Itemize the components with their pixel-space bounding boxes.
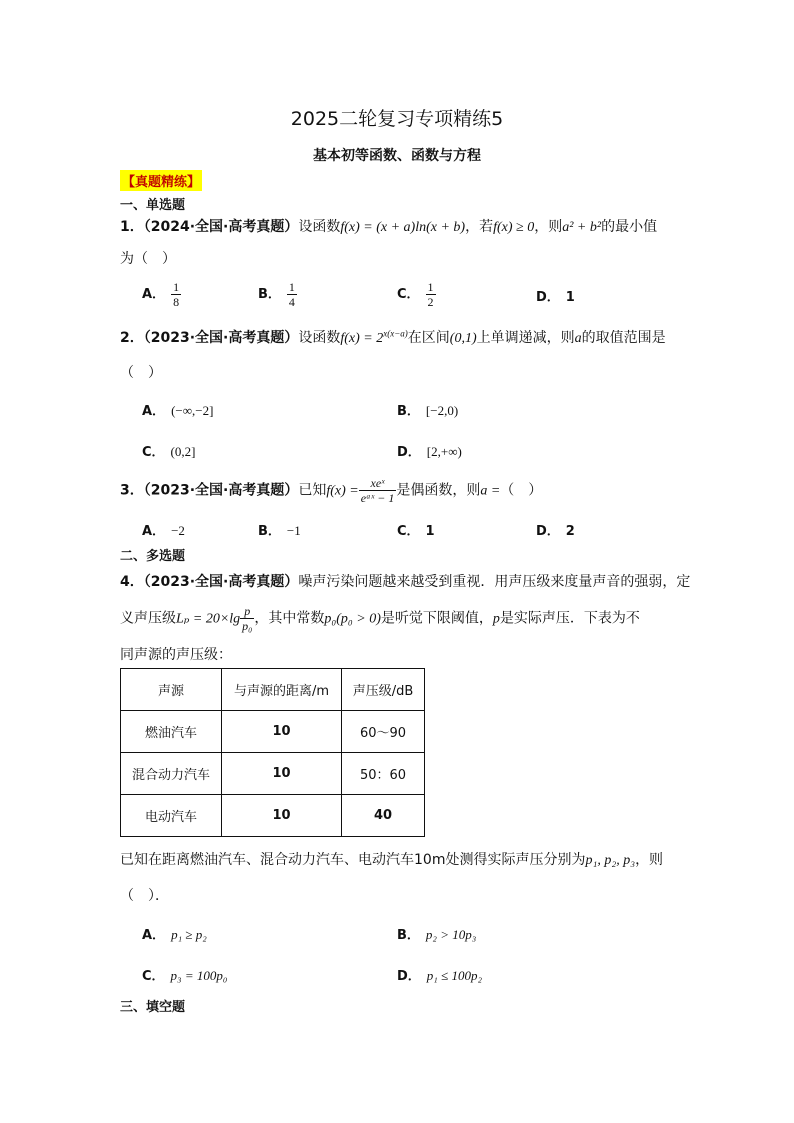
question-source: （2024·全国·高考真题） [143,219,299,235]
fraction-denominator: 8 [173,295,180,309]
option-label: B． [258,524,281,539]
question-2-line-2: （ ） [120,365,162,381]
function-lhs: f(x) = [326,483,359,499]
table-row [121,711,425,753]
option-value: 2 [565,524,575,539]
question-4-after-line-2: （ ）． [120,888,169,904]
q4-option-d[interactable] [397,965,482,984]
fraction-denominator: p₀ [242,619,253,633]
section-fill-in: 三、填空题 [120,1000,186,1015]
question-text: ，若 [465,219,494,235]
q2-option-b[interactable] [397,400,458,419]
function-expression: f(x) = 2 [340,331,384,346]
question-text: 的最小值 [601,219,658,235]
q4-option-c[interactable] [142,965,227,984]
table-cell: 10 [222,711,342,753]
table-cell: 电动汽车 [121,795,222,837]
section-tag: 【真题精练】 [120,170,202,191]
q4-option-b[interactable] [397,924,476,943]
option-value: 1 [565,290,575,305]
option-label: D． [397,445,421,460]
fraction-denominator: 2 [427,295,434,309]
option-value: p₁ ≥ p₂ [171,927,207,942]
table-cell: 燃油汽车 [121,711,222,753]
question-text: 噪声污染问题越来越受到重视．用声压级来度量声音的强弱，定 [298,574,691,590]
section-multi-choice: 二、多选题 [120,549,186,564]
question-text: 的取值范围是 [581,330,666,346]
option-value: [−2,0) [425,403,459,418]
q1-option-b[interactable] [258,280,297,309]
question-text: ，其中常数 [254,610,325,627]
question-source: （2023·全国·高考真题） [143,574,299,590]
option-value: p₂ > 10p₃ [425,927,477,942]
question-4-line-3: 同声源的声压级： [120,647,232,663]
option-label: B． [397,928,420,943]
question-text: 设函数 [298,219,341,235]
question-source: （2023·全国·高考真题） [143,330,299,346]
option-value: [2,+∞) [426,444,462,459]
fraction-numerator: xeˣ [359,476,397,491]
q2-option-a[interactable] [142,400,213,419]
question-4-after-line-1 [120,849,663,869]
question-text: 是偶函数，则 [396,482,481,499]
question-text: 在区间 [407,330,450,346]
fraction-denominator: eᵃˣ − 1 [360,491,395,505]
function-exponent: x(x−a) [383,328,408,339]
constant-condition: (p₀ > 0) [336,611,381,627]
question-1-line-2: 为（ ） [120,251,176,267]
table-header: 与声源的距离/m [222,669,342,711]
formula-lhs: Lₚ = 20×lg [176,611,241,627]
q3-option-a[interactable] [142,520,185,539]
question-1-line-1 [120,216,657,236]
option-value: p₃ = 100p₀ [170,968,228,983]
option-label: D． [397,969,421,984]
option-label: A． [142,287,166,302]
option-fraction [287,280,297,309]
table-header: 声压级/dB [342,669,425,711]
constant-p0: p₀ [324,611,337,627]
variable: a [574,331,582,346]
option-fraction [426,280,436,309]
q1-option-c[interactable] [397,280,436,309]
option-label: D． [536,290,560,305]
option-value: p₁ ≤ 100p₂ [426,968,482,983]
option-fraction [171,280,181,309]
option-value: (−∞,−2] [171,403,214,418]
option-value: −1 [286,523,301,538]
function-fraction [359,476,397,505]
fraction-numerator: 1 [427,280,434,294]
table-cell: 40 [342,795,425,837]
question-source: （2023·全国·高考真题） [143,482,299,499]
formula-fraction [240,604,254,633]
q1-option-d[interactable] [536,286,575,305]
question-number: 1． [120,219,144,235]
variable: a = [480,483,501,499]
option-label: D． [536,524,560,539]
option-label: B． [397,404,420,419]
table-header: 声源 [121,669,222,711]
question-text: 设函数 [298,330,341,346]
question-text: 义声压级 [120,610,176,627]
question-4-line-2 [120,604,640,633]
table-row [121,795,425,837]
question-text: 已知 [298,482,327,499]
page-title: 2025二轮复习专项精练5 [290,108,504,130]
section-single-choice: 一、单选题 [120,198,186,213]
condition-expression: f(x) ≥ 0 [493,220,535,235]
question-text: 是听觉下限阈值， [380,610,493,627]
question-text: ，则 [534,219,563,235]
option-label: C． [397,524,420,539]
table-cell: 混合动力汽车 [121,753,222,795]
option-label: B． [258,287,281,302]
q3-option-d[interactable] [536,520,575,539]
sound-level-table [120,668,425,837]
page-subtitle: 基本初等函数、函数与方程 [313,148,481,164]
question-text: ，则 [635,852,664,868]
option-label: A． [142,404,166,419]
q2-option-c[interactable] [142,441,195,460]
table-header-row [121,669,425,711]
question-number: 4． [120,574,144,590]
function-expression: f(x) = (x + a)ln(x + b) [340,220,466,235]
option-value: −2 [171,523,185,538]
question-text: 上单调递减，则 [476,330,575,346]
q2-option-d[interactable] [397,441,462,460]
fraction-denominator: 4 [288,295,295,309]
option-value: (0,2] [170,444,196,459]
q1-option-a[interactable] [142,280,181,309]
fraction-numerator: p [240,604,254,619]
target-expression: a² + b² [562,220,602,235]
table-cell: 50：60 [342,753,425,795]
option-label: C． [142,445,165,460]
question-2-line-1 [120,327,666,347]
fraction-numerator: 1 [288,280,295,294]
option-label: A． [142,524,166,539]
question-text: 是实际声压．下表为不 [499,610,640,627]
q3-option-b[interactable] [258,520,301,539]
question-text: （ ） [500,482,543,499]
option-label: C． [397,287,420,302]
table-cell: 10 [222,795,342,837]
q3-option-c[interactable] [397,520,435,539]
question-number: 3． [120,482,144,499]
option-label: C． [142,969,165,984]
option-value: 1 [425,524,435,539]
q4-option-a[interactable] [142,924,207,943]
table-cell: 10 [222,753,342,795]
table-row [121,753,425,795]
question-4-line-1 [120,571,690,591]
pressure-variables: p₁, p₂, p₃ [585,853,636,868]
table-cell: 60～90 [342,711,425,753]
option-label: A． [142,928,166,943]
fraction-numerator: 1 [173,280,180,294]
interval-expression: (0,1) [449,331,477,346]
question-text: 已知在距离燃油汽车、混合动力汽车、电动汽车10m处测得实际声压分别为 [120,852,586,868]
variable-p: p [492,611,500,627]
question-3-line-1 [120,476,542,505]
question-number: 2． [120,330,144,346]
